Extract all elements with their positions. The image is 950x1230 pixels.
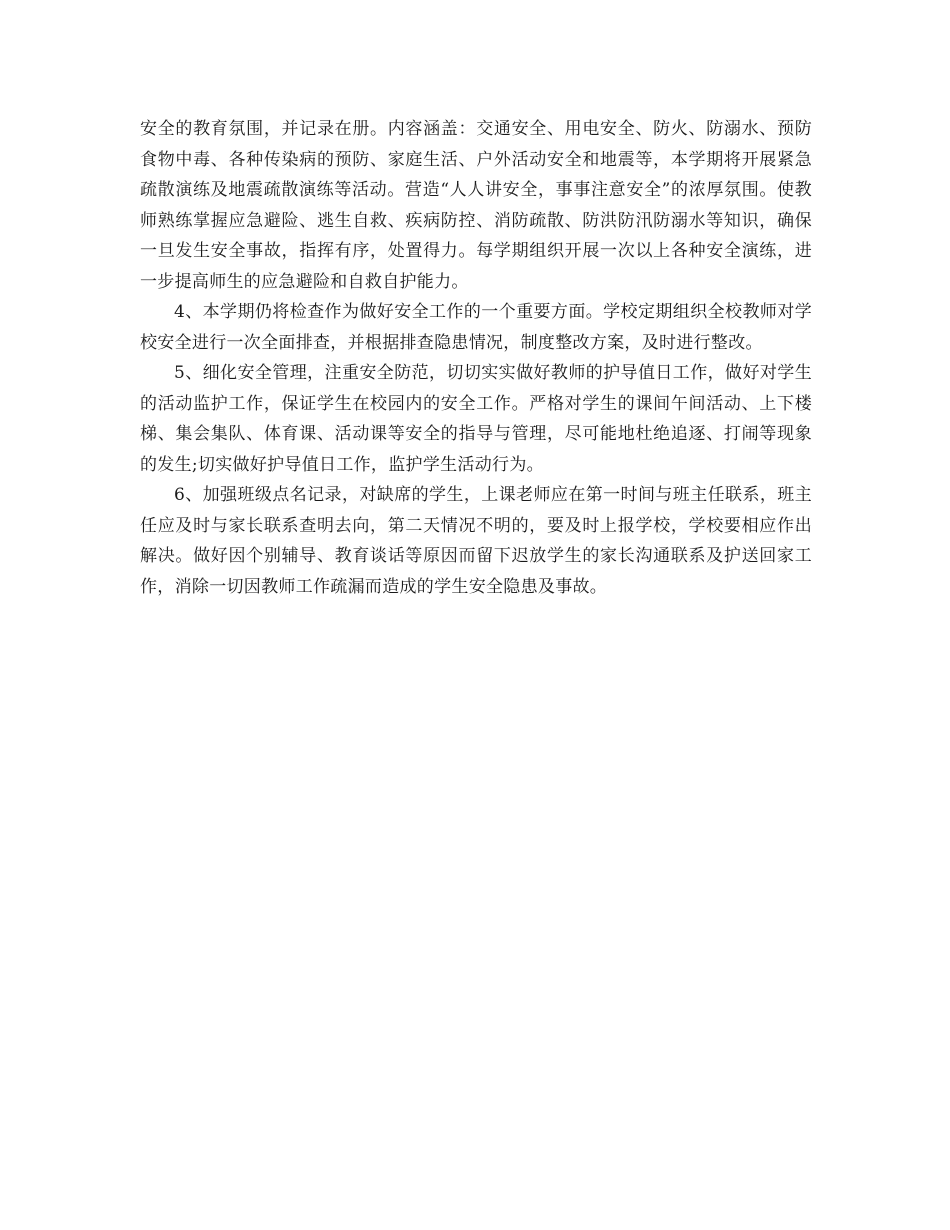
- paragraph-item-6: 6、加强班级点名记录，对缺席的学生，上课老师应在第一时间与班主任联系，班主任应及时与家长联系查明去向，第二天情况不明的，要及时上报学校，学校要相应作出解决。做好因个别辅导、教育谈话等原因而留下迟放学生的家长沟通联系及护送回家工作，消除一切因教师工作疏漏而造成的学生安全隐患及事故。: [140, 485, 812, 597]
- paragraph-continued: 安全的教育氛围，并记录在册。内容涵盖：交通安全、用电安全、防火、防溺水、预防食物中毒、各种传染病的预防、家庭生活、户外活动安全和地震等，本学期将开展紧急疏散演练及地震疏散演练等活动。营造“人人讲安全，事事注意安全”的浓厚氛围。使教师熟练掌握应急避险、逃生自救、疾病防控、消防疏散、防洪防汛防溺水等知识，确保一旦发生安全事故，指挥有序，处置得力。每学期组织开展一次以上各种安全演练，进一步提高师生的应急避险和自救自护能力。: [140, 119, 812, 292]
- document-body: [140, 114, 812, 602]
- paragraph-item-5: 5、细化安全管理，注重安全防范，切切实实做好教师的护导值日工作，做好对学生的活动监护工作，保证学生在校园内的安全工作。严格对学生的课间午间活动、上下楼梯、集会集队、体育课、活动课等安全的指导与管理，尽可能地杜绝追逐、打闹等现象的发生;切实做好护导值日工作，监护学生活动行为。: [140, 363, 812, 475]
- paragraph-item-4: 4、本学期仍将检查作为做好安全工作的一个重要方面。学校定期组织全校教师对学校安全进行一次全面排查，并根据排查隐患情况，制度整改方案，及时进行整改。: [140, 302, 812, 353]
